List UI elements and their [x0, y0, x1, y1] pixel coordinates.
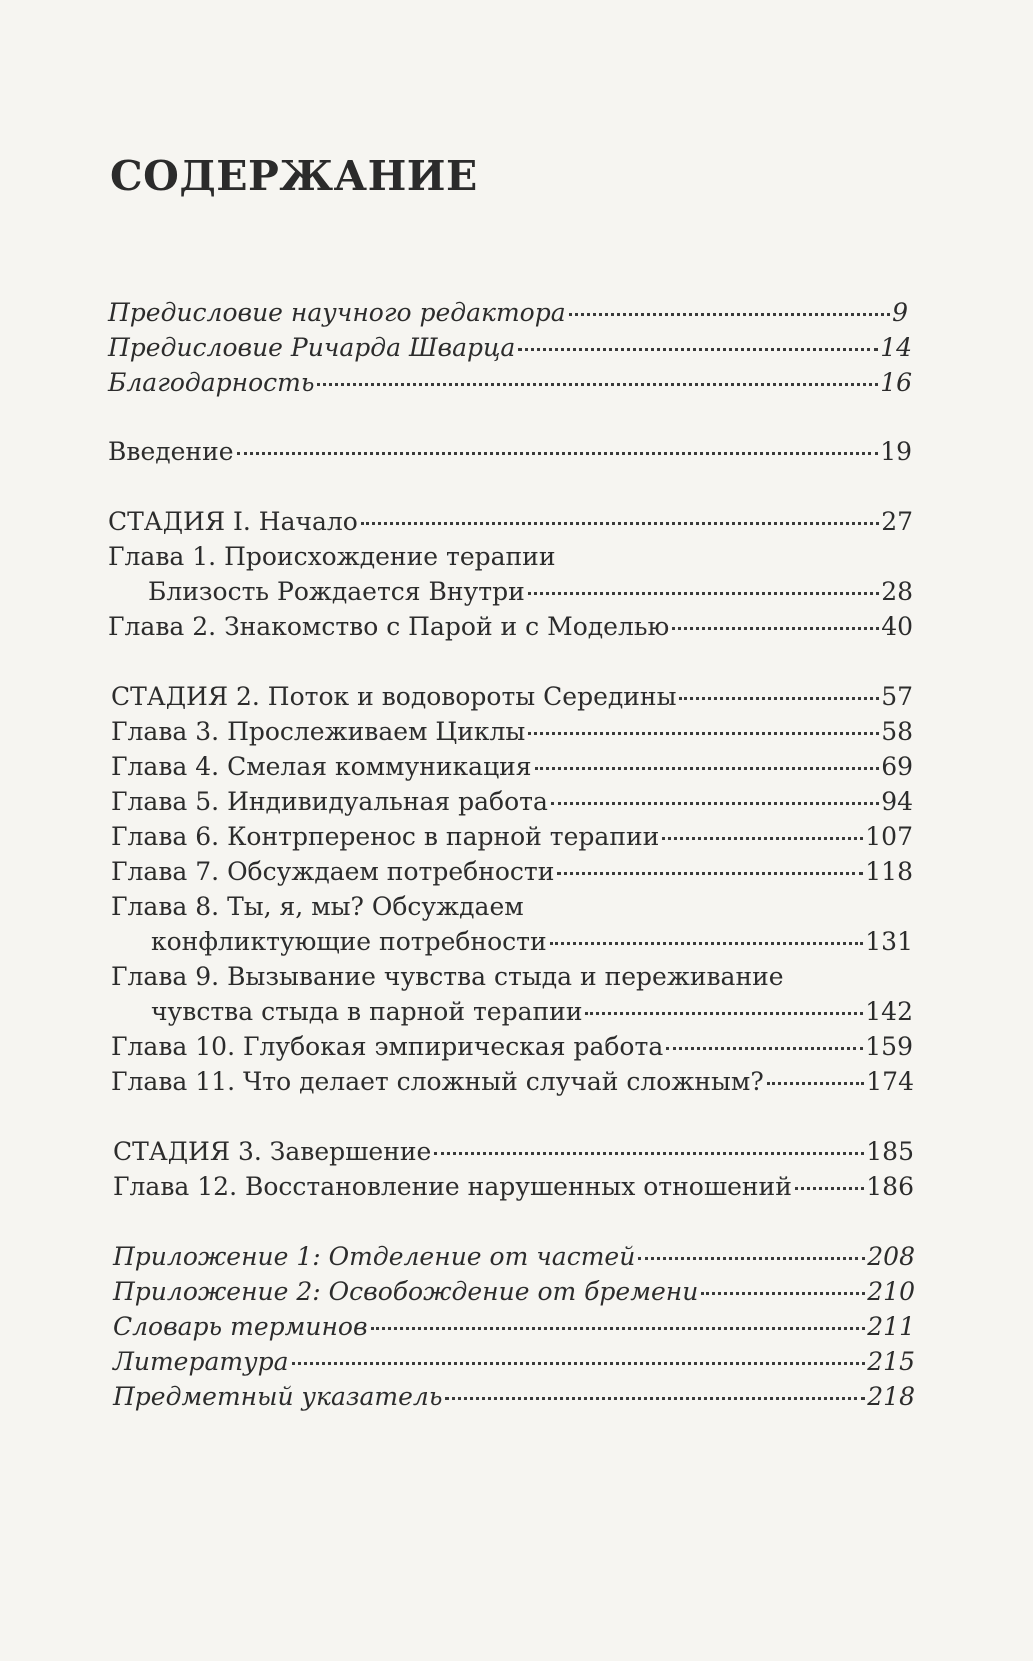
leader-dots [701, 1292, 865, 1295]
toc-entry[interactable] [111, 785, 913, 819]
toc-entry-page: 16 [880, 368, 912, 397]
leader-dots [672, 627, 879, 630]
toc-entry[interactable] [148, 575, 913, 609]
toc-entry[interactable] [151, 995, 913, 1029]
toc-entry-label: Глава 7. Обсуждаем потребности [111, 857, 555, 886]
toc-entry[interactable] [111, 855, 913, 889]
toc-entry-page: 58 [881, 717, 913, 746]
toc-entry-label: Глава 4. Смелая коммуникация [111, 752, 532, 781]
toc-entry-label: конфликтующие потребности [151, 927, 547, 956]
toc-entry-page: 218 [867, 1382, 915, 1411]
leader-dots [361, 522, 879, 525]
toc-entry[interactable] [111, 1030, 913, 1064]
toc-entry[interactable] [111, 820, 913, 854]
leader-dots [795, 1187, 864, 1190]
toc-entry[interactable] [111, 715, 913, 749]
toc-entry-label: чувства стыда в парной терапии [151, 997, 583, 1026]
toc-entry-label: Близость Рождается Внутри [148, 577, 525, 606]
toc-entry-page: 28 [881, 577, 913, 606]
toc-entry[interactable] [113, 1310, 915, 1344]
leader-dots [518, 348, 878, 351]
leader-dots [528, 592, 879, 595]
toc-entry-label: СТАДИЯ 3. Завершение [113, 1137, 432, 1166]
leader-dots [371, 1327, 866, 1330]
toc-entry[interactable] [108, 610, 913, 644]
toc-entry-label: Глава 10. Глубокая эмпирическая работа [111, 1032, 664, 1061]
toc-entry[interactable] [113, 1170, 914, 1204]
leader-dots [317, 383, 878, 386]
toc-section-entry[interactable] [113, 1135, 914, 1169]
toc-entry-page: 9 [892, 298, 908, 327]
toc-entry-page: 142 [865, 997, 913, 1026]
toc-section-entry[interactable] [108, 505, 913, 539]
page-title: СОДЕРЖАНИЕ [110, 152, 478, 200]
toc-entry-page: 94 [881, 787, 913, 816]
leader-dots [569, 313, 890, 316]
leader-dots [292, 1362, 866, 1365]
toc-entry-label: Литература [113, 1347, 289, 1376]
leader-dots [434, 1152, 864, 1155]
toc-entry[interactable] [111, 750, 913, 784]
toc-entry-page: 118 [865, 857, 913, 886]
toc-entry-label: Глава 12. Восстановление нарушенных отношений [113, 1172, 792, 1201]
leader-dots [550, 942, 864, 945]
toc-entry[interactable] [111, 1065, 914, 1099]
leader-dots [551, 802, 879, 805]
toc-entry-first-line: Глава 8. Ты, я, мы? Обсуждаем [111, 892, 524, 921]
toc-entry-page: 131 [865, 927, 913, 956]
toc-entry-first-line: Глава 1. Происхождение терапии [108, 542, 556, 571]
leader-dots [237, 452, 879, 455]
toc-entry-label: Предметный указатель [113, 1382, 443, 1411]
toc-entry-label: Глава 5. Индивидуальная работа [111, 787, 548, 816]
toc-entry-label: Приложение 1: Отделение от частей [113, 1242, 636, 1271]
toc-entry-page: 57 [881, 682, 913, 711]
leader-dots [535, 767, 880, 770]
toc-entry-page: 210 [867, 1277, 915, 1306]
toc-entry-label: Словарь терминов [113, 1312, 368, 1341]
toc-entry-first-line: Глава 9. Вызывание чувства стыда и переживание [111, 962, 784, 991]
toc-entry[interactable] [151, 925, 913, 959]
toc-entry-page: 186 [866, 1172, 914, 1201]
toc-entry-page: 159 [865, 1032, 913, 1061]
toc-entry-page: 69 [881, 752, 913, 781]
toc-section-entry[interactable] [111, 680, 913, 714]
toc-entry-label: Глава 3. Прослеживаем Циклы [111, 717, 526, 746]
toc-entry-label: Предисловие Ричарда Шварца [108, 333, 516, 362]
leader-dots [638, 1257, 865, 1260]
leader-dots [585, 1012, 863, 1015]
toc-entry-page: 14 [880, 333, 912, 362]
toc-entry-label: Благодарность [108, 368, 315, 397]
toc-entry[interactable] [113, 1345, 915, 1379]
toc-entry-page: 215 [867, 1347, 915, 1376]
toc-entry-label: Глава 2. Знакомство с Парой и с Моделью [108, 612, 670, 641]
toc-entry-page: 27 [881, 507, 913, 536]
toc-entry-page: 211 [867, 1312, 915, 1341]
toc-entry[interactable] [108, 296, 908, 330]
toc-entry-label: СТАДИЯ 2. Поток и водовороты Середины [111, 682, 677, 711]
toc-entry-label: Глава 11. Что делает сложный случай сложным? [111, 1067, 764, 1096]
toc-entry[interactable] [113, 1240, 915, 1274]
toc-entry[interactable] [108, 331, 912, 365]
toc-entry-page: 40 [881, 612, 913, 641]
toc-entry-page: 174 [866, 1067, 914, 1096]
toc-entry[interactable] [108, 435, 912, 469]
toc-entry[interactable] [108, 366, 912, 400]
leader-dots [445, 1397, 865, 1400]
leader-dots [528, 732, 879, 735]
toc-entry-label: Введение [108, 437, 234, 466]
toc-entry-page: 107 [865, 822, 913, 851]
leader-dots [557, 872, 863, 875]
toc-entry-label: Приложение 2: Освобождение от бремени [113, 1277, 699, 1306]
toc-entry[interactable] [113, 1380, 915, 1414]
toc-entry[interactable] [113, 1275, 915, 1309]
toc-entry-label: СТАДИЯ I. Начало [108, 507, 358, 536]
toc-entry-page: 19 [880, 437, 912, 466]
toc-entry-page: 208 [867, 1242, 915, 1271]
leader-dots [662, 837, 863, 840]
leader-dots [679, 697, 879, 700]
toc-entry-label: Предисловие научного редактора [108, 298, 566, 327]
leader-dots [666, 1047, 863, 1050]
toc-entry-page: 185 [866, 1137, 914, 1166]
toc-entry-label: Глава 6. Контрперенос в парной терапии [111, 822, 660, 851]
leader-dots [767, 1082, 865, 1085]
